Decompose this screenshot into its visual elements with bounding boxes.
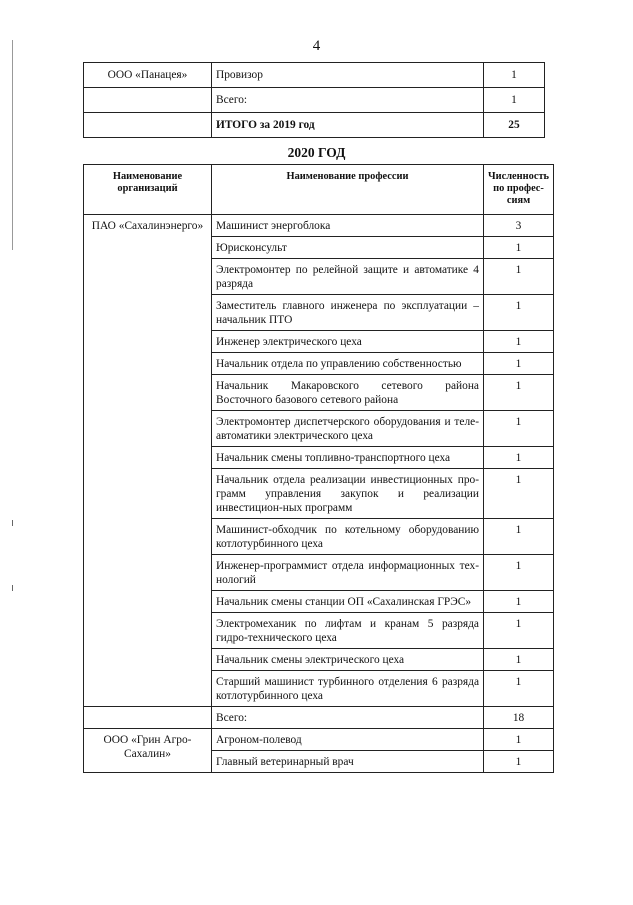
profession-cell: Начальник Макаровского сетевого района Восточного базового сетевого района	[212, 375, 484, 411]
org-cell: ООО «Панацея»	[84, 63, 212, 88]
table-row	[84, 88, 545, 113]
profession-cell: Машинист-обходчик по котельному оборудованию котлотурбинного цеха	[212, 519, 484, 555]
profession-cell: Электромонтер по релейной защите и автоматике 4 разряда	[212, 259, 484, 295]
profession-cell: Машинист энергоблока	[212, 215, 484, 237]
profession-cell: Заместитель главного инженера по эксплуатации – начальник ПТО	[212, 295, 484, 331]
count-cell: 1	[484, 591, 554, 613]
organization-cell: ПАО «Сахалинэнерго»	[84, 215, 212, 707]
profession-cell: Начальник смены топливно-транспортного цеха	[212, 447, 484, 469]
count-cell: 1	[484, 63, 545, 88]
profession-cell: Старший машинист турбинного отделения 6 разряда котлотурбинного цеха	[212, 671, 484, 707]
table-row	[84, 113, 545, 138]
count-cell: 1	[484, 259, 554, 295]
profession-cell: Агроном-полевод	[212, 729, 484, 751]
empty-cell	[84, 707, 212, 729]
profession-cell: Провизор	[212, 63, 484, 88]
total-count-cell: 1	[484, 88, 545, 113]
profession-cell: Начальник смены электрического цеха	[212, 649, 484, 671]
count-cell: 1	[484, 613, 554, 649]
total-row	[84, 707, 554, 729]
table-2019	[83, 62, 545, 138]
table-row	[84, 215, 554, 237]
grand-total-label-cell: ИТОГО за 2019 год	[212, 113, 484, 138]
header-row	[84, 165, 554, 215]
count-cell: 1	[484, 671, 554, 707]
total-count-cell: 18	[484, 707, 554, 729]
count-cell: 1	[484, 649, 554, 671]
count-cell: 3	[484, 215, 554, 237]
year-heading: 2020 ГОД	[287, 145, 346, 160]
count-cell: 1	[484, 411, 554, 447]
count-cell: 1	[484, 447, 554, 469]
grand-total-count-cell: 25	[484, 113, 545, 138]
profession-cell: Электромонтер диспетчерского оборудования и теле-автоматики электрического цеха	[212, 411, 484, 447]
count-cell: 1	[484, 295, 554, 331]
count-cell: 1	[484, 751, 554, 773]
count-cell: 1	[484, 469, 554, 519]
scan-mark	[12, 585, 13, 591]
header-profession: Наименование профессии	[212, 165, 484, 215]
count-cell: 1	[484, 353, 554, 375]
count-cell: 1	[484, 519, 554, 555]
header-count: Численность по профес-сиям	[484, 165, 554, 215]
total-label-cell: Всего:	[212, 88, 484, 113]
count-cell: 1	[484, 375, 554, 411]
org-cell	[84, 113, 212, 138]
total-label-cell: Всего:	[212, 707, 484, 729]
scan-mark	[12, 520, 13, 526]
count-cell: 1	[484, 237, 554, 259]
profession-cell: Юрисконсульт	[212, 237, 484, 259]
profession-cell: Начальник отдела по управлению собственностью	[212, 353, 484, 375]
organization-cell: ООО «Грин Агро-Сахалин»	[84, 729, 212, 773]
profession-cell: Начальник смены станции ОП «Сахалинская ГРЭС»	[212, 591, 484, 613]
profession-cell: Электромеханик по лифтам и кранам 5 разряда гидро-технического цеха	[212, 613, 484, 649]
table-row	[84, 729, 554, 751]
header-org: Наименование организаций	[84, 165, 212, 215]
count-cell: 1	[484, 555, 554, 591]
table-row	[84, 63, 545, 88]
org-cell	[84, 88, 212, 113]
count-cell: 1	[484, 331, 554, 353]
profession-cell: Главный ветеринарный врач	[212, 751, 484, 773]
count-cell: 1	[484, 729, 554, 751]
table-2020	[83, 164, 554, 773]
profession-cell: Инженер-программист отдела информационных тех-нологий	[212, 555, 484, 591]
profession-cell: Инженер электрического цеха	[212, 331, 484, 353]
profession-cell: Начальник отдела реализации инвестиционных про-грамм управления закупок и реализации инвестицион-ных программ	[212, 469, 484, 519]
page-number: 4	[312, 38, 321, 54]
